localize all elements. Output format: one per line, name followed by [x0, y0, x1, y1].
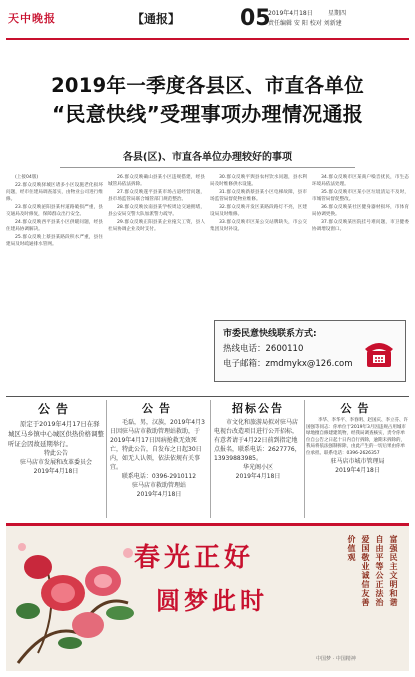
paragraph: 23.群众反映泌阳县某村道路破损严重，县交通局及时修复，保障群众出行安全。	[6, 205, 103, 217]
notice-contact: 联系电话：0396-2910112	[121, 473, 197, 480]
paragraph: 31.群众反映新蔡县某小区电梯故障，县市场监管局督促物业维修。	[210, 190, 307, 202]
masthead-rule	[6, 38, 409, 40]
issue-date: 2019年4月18日	[268, 10, 313, 17]
section-name: 【通报】	[132, 12, 181, 26]
hotline-title: 市委民意快线联系方式:	[223, 329, 317, 339]
notice-body: 原定于2019年4月17日在驿城区马乡镇中心城区供热价格调整听证会因故延期举行。	[8, 420, 104, 448]
subheadline: 各县(区)、市直各单位办理较好的事项	[122, 152, 293, 163]
ad-slogan-line-2: 圆梦此时	[156, 587, 268, 615]
notice-3	[214, 400, 302, 520]
editor-credits: 责任编辑 安 阳 校对 刘新建	[268, 20, 342, 27]
notice-date: 2019年4月18日	[136, 491, 182, 498]
headline-line-2: “民意快线”受理事项办理情况通报	[51, 102, 364, 126]
notice-date: 2019年4月18日	[235, 473, 281, 480]
hotline-email: 电子邮箱：zmdmykx@126.com	[223, 359, 353, 369]
paragraph: 27.群众反映遂平县某市场占道经营问题，县市场监管局联合城管部门规范整治。	[108, 190, 205, 202]
paragraph: 33.群众反映市区某公交站牌缺失，市公交集团及时补设。	[210, 220, 307, 232]
issue-weekday: 星期四	[328, 10, 347, 17]
paragraph: 36.群众反映某社区健身器材损坏，市体育局协调更换。	[312, 205, 409, 217]
notice-title: 公告	[340, 402, 375, 415]
paragraph: 22.群众反映驿城区诸多小区设施老化损坏问题，经市住建局调查落实，由物业公司进行维修。	[6, 183, 103, 202]
newspaper-logo: 天中晚报	[8, 12, 56, 25]
ad-slogan-line-1: 春光正好	[134, 543, 255, 573]
paragraph: 25.群众反映上蔡县某路段积水严重，县住建局及时疏通排水管网。	[6, 235, 103, 247]
notice-closing: 特此公告	[43, 450, 68, 457]
paragraph: 32.群众反映开发区某路段路灯不亮，区建设局及时维修。	[210, 205, 307, 217]
ad-footer: 中国梦 · 中国精神	[316, 656, 356, 662]
subhead-rule	[60, 167, 355, 168]
notice-title: 招标公告	[232, 402, 284, 415]
ad-top-band	[6, 523, 409, 526]
masthead	[6, 6, 409, 40]
notice-body: 李华、李华平、李春明、赵国庆、李立芬、许国强等同志：你单位于2019年3月因违规占用城市绿地擅自修建建筑物，经我局调查核实，责令你单位自公告之日起十日内自行拆除，逾期未拆除的，我局将依法强制拆除，由此产生的一切后果由你单位承担。联系电话：0396-2626357	[306, 418, 408, 456]
paragraph: 26.群众反映确山县某小区违规搭建，经县城管局依法拆除。	[108, 175, 205, 187]
column-separator	[304, 400, 305, 518]
paragraph: 37.群众反映某医院挂号难问题，市卫健委协调增设窗口。	[312, 220, 409, 232]
column-separator	[106, 400, 107, 518]
ad-vertical-text: 自由平等公正法治	[375, 535, 384, 607]
notice-title: 公告	[142, 402, 176, 415]
notice-body: 毛磊，男，汉族，2019年4月3日因驻马店市救助管理站救助，于2019年4月17日因病抢救无效死亡，特此公告，自发布之日起30日内，如无人认领，依法依规有关事宜。	[110, 419, 205, 471]
notice-org: 华光阁小区	[242, 464, 273, 471]
paragraph: 24.群众反映西平县某小区供暖问题，经县住建局协调解决。	[6, 220, 103, 232]
notice-title: 公告	[37, 402, 74, 416]
peony-illustration	[8, 533, 148, 667]
paragraph: (上接04版)	[15, 175, 39, 180]
paragraph: 34.群众反映市区某商户噪音扰民，市生态环境局依法处理。	[312, 175, 409, 187]
article-column-2	[108, 174, 205, 396]
ad-vertical-text: 爱国敬业诚信友善	[361, 535, 370, 607]
notice-body: 市文化和旅游局拟对驻马店电视台改造项目进行公开招标，有意者请于4月22日前到指定地点报名，联系电话：2627776，13939883985。	[214, 419, 301, 462]
paragraph: 28.群众反映汝南县某学校周边交通拥堵，县公安局交警大队加派警力疏导。	[108, 205, 205, 217]
hotline-box	[214, 320, 406, 382]
notice-date: 2019年4月18日	[33, 468, 79, 475]
notice-org: 驻马店市发展和改革委员会	[19, 459, 92, 466]
ad-vertical-text: 价值观	[347, 535, 356, 562]
notice-org: 驻马店市救助管理站	[131, 482, 186, 489]
paragraph: 29.群众反映正阳县某企业拖欠工资，县人社局协调企业及时支付。	[108, 220, 205, 232]
notice-date: 2019年4月18日	[335, 467, 380, 474]
ad-vertical-text: 富强民主文明和谐	[389, 535, 398, 607]
page-number: 05	[240, 6, 271, 31]
public-service-ad	[6, 523, 409, 671]
notice-org: 驻马店市城市管理局	[330, 458, 385, 465]
article-column-1	[6, 174, 103, 396]
telephone-icon	[361, 333, 397, 373]
headline-line-1: 2019年一季度各县区、市直各单位	[51, 74, 364, 97]
paragraph: 30.群众反映平舆县农村饮水问题，县水利局及时维修供水设施。	[210, 175, 307, 187]
notice-2	[110, 400, 208, 520]
column-separator	[210, 400, 211, 518]
hotline-phone: 热线电话：2600110	[223, 344, 304, 354]
notice-4	[306, 400, 409, 520]
section-divider	[6, 396, 409, 397]
notice-1	[8, 400, 104, 520]
paragraph: 35.群众反映市区某小区垃圾清运不及时，市城管局督促整改。	[312, 190, 409, 202]
